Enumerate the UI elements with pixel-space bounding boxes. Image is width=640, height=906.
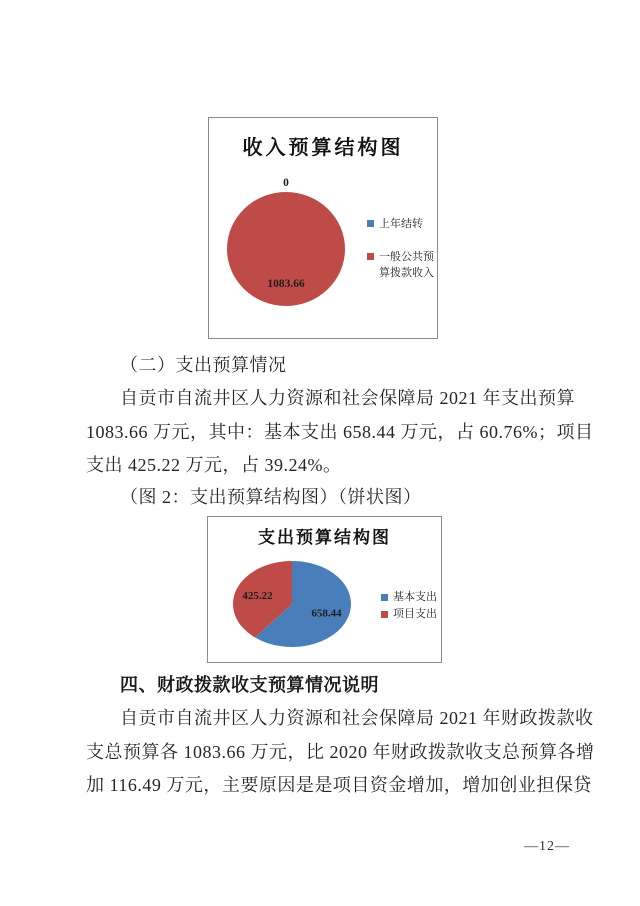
pie-data-label: 1083.66 — [267, 278, 305, 291]
legend-item — [367, 249, 437, 281]
legend-swatch-icon — [381, 594, 388, 601]
legend-label: 基本支出 — [393, 591, 437, 603]
pie-data-label: 658.44 — [311, 607, 342, 620]
legend-swatch-icon — [367, 253, 374, 260]
expenditure-pie-chart-box — [207, 516, 442, 663]
figure2-caption: （图 2：支出预算结构图）（饼状图） — [120, 487, 422, 507]
legend-item — [381, 590, 437, 605]
chart-title-income: 收入预算结构图 — [242, 137, 404, 159]
income-pie-legend — [367, 216, 437, 281]
legend-label: 上年结转 — [379, 218, 423, 230]
body-line: 支总预算各 1083.66 万元，比 2020 年财政拨款收支总预算各增 — [86, 742, 595, 762]
chart-title-expenditure: 支出预算结构图 — [258, 528, 391, 547]
section2-heading: （二）支出预算情况 — [120, 355, 287, 375]
body-line: 加 116.49 万元，主要原因是是项目资金增加，增加创业担保贷 — [86, 775, 592, 795]
legend-swatch-icon — [381, 611, 388, 618]
expenditure-pie-legend — [381, 590, 437, 622]
body-line: 1083.66 万元，其中：基本支出 658.44 万元，占 60.76%；项目 — [86, 422, 594, 442]
pie-data-label: 425.22 — [242, 590, 273, 602]
legend-item — [381, 607, 437, 622]
body-line: 自贡市自流井区人力资源和社会保障局 2021 年支出预算 — [120, 388, 575, 408]
body-line: 支出 425.22 万元，占 39.24%。 — [86, 455, 342, 475]
page-number: —12— — [524, 839, 570, 854]
legend-label: 一般公共预算拨款收入 — [379, 251, 434, 279]
pie-data-label: 0 — [283, 176, 289, 189]
legend-label: 项目支出 — [393, 608, 437, 620]
legend-item — [367, 216, 437, 232]
income-pie-chart-box — [208, 117, 438, 339]
legend-swatch-icon — [367, 220, 374, 227]
section4-heading: 四、财政拨款收支预算情况说明 — [120, 675, 379, 695]
body-line: 自贡市自流井区人力资源和社会保障局 2021 年财政拨款收 — [120, 708, 594, 728]
